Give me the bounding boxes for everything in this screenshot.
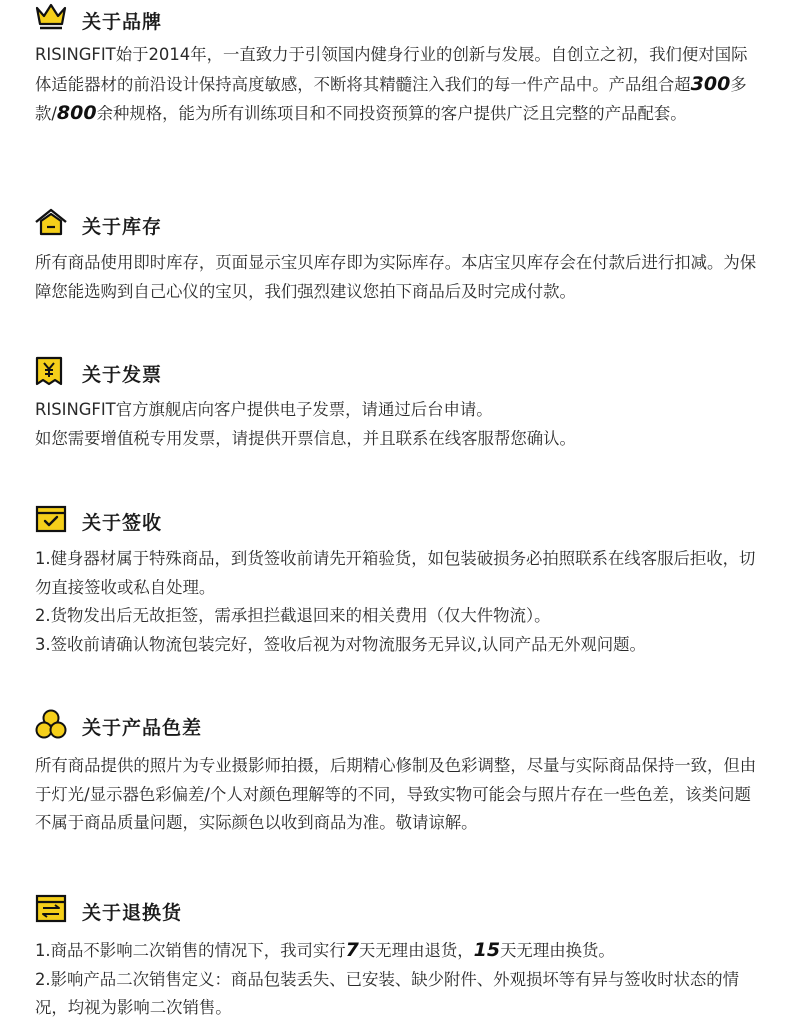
section-body [35, 249, 761, 306]
section-body [35, 41, 761, 129]
text-part: 余种规格，能为所有训练项目和不同投资预算的客户提供广泛且完整的产品配套。 [96, 104, 687, 123]
section-header [34, 2, 434, 36]
section-body [35, 545, 761, 659]
paragraph: 1.健身器材属于特殊商品，到货签收前请先开箱验货，如包装破损务必拍照联系在线客服后拒收，切勿直接签收或私自处理。 [35, 549, 756, 597]
section-title: 关于库存 [82, 216, 163, 238]
product-count: 300 [690, 72, 731, 95]
text-part: 多款/ [35, 74, 747, 123]
section-body [35, 396, 761, 453]
section-header [34, 708, 434, 742]
exchange-box-icon [34, 893, 68, 923]
text-part: RISINGFIT始于2014年，一直致力于引领国内健身行业的创新与发展。自创立之初，我们便对国际体适能器材的前沿设计保持高度敏感，不断将其精髓注入我们的每一件产品中。产品组合超 [35, 45, 748, 94]
section-header [34, 503, 434, 537]
paragraph: 所有商品提供的照片为专业摄影师拍摄，后期精心修制及色彩调整，尽量与实际商品保持一致，但由于灯光/显示器色彩偏差/个人对颜色理解等的不同，导致实物可能会与照片存在一些色差，该类问题不属于商品质量问题，实际颜色以收到商品为准。敬请谅解。 [35, 756, 757, 832]
paragraph [35, 936, 761, 966]
section-body [35, 752, 761, 838]
return-days: 7 [345, 939, 359, 961]
box-check-icon [34, 503, 68, 533]
paragraph: 2.货物发出后无故拒签，需承担拦截退回来的相关费用（仅大件物流）。 [35, 606, 551, 625]
paragraph: RISINGFIT官方旗舰店向客户提供电子发票，请通过后台申请。 [35, 400, 493, 419]
text-part: 天无理由退货， [358, 941, 474, 960]
section-body [35, 936, 761, 1023]
color-circles-icon [34, 708, 68, 740]
text-part: 1.商品不影响二次销售的情况下，我司实行 [35, 941, 346, 960]
text-part: 天无理由换货。 [500, 941, 615, 960]
paragraph: 2.影响产品二次销售定义：商品包装丢失、已安装、缺少附件、外观损坏等有异与签收时状态的情况，均视为影响二次销售。 [35, 969, 740, 1017]
house-icon [34, 207, 68, 237]
section-header [34, 893, 434, 927]
paragraph: 如您需要增值税专用发票，请提供开票信息，并且联系在线客服帮您确认。 [35, 428, 576, 448]
yen-receipt-icon [34, 355, 64, 387]
exchange-days: 15 [473, 939, 501, 961]
crown-icon [34, 2, 68, 30]
section-header [34, 355, 434, 389]
paragraph: 所有商品使用即时库存，页面显示宝贝库存即为实际库存。本店宝贝库存会在付款后进行扣减。为保障您能选购到自己心仪的宝贝，我们强烈建议您拍下商品后及时完成付款。 [35, 253, 757, 301]
section-header [34, 207, 434, 241]
section-title: 关于发票 [82, 364, 163, 386]
section-title: 关于产品色差 [82, 717, 203, 739]
paragraph: 3.签收前请确认物流包装完好，签收后视为对物流服务无异议,认同产品无外观问题。 [35, 634, 646, 654]
section-title: 关于品牌 [82, 11, 163, 33]
section-title: 关于签收 [82, 512, 163, 534]
section-title: 关于退换货 [82, 902, 183, 924]
spec-count: 800 [56, 102, 97, 124]
